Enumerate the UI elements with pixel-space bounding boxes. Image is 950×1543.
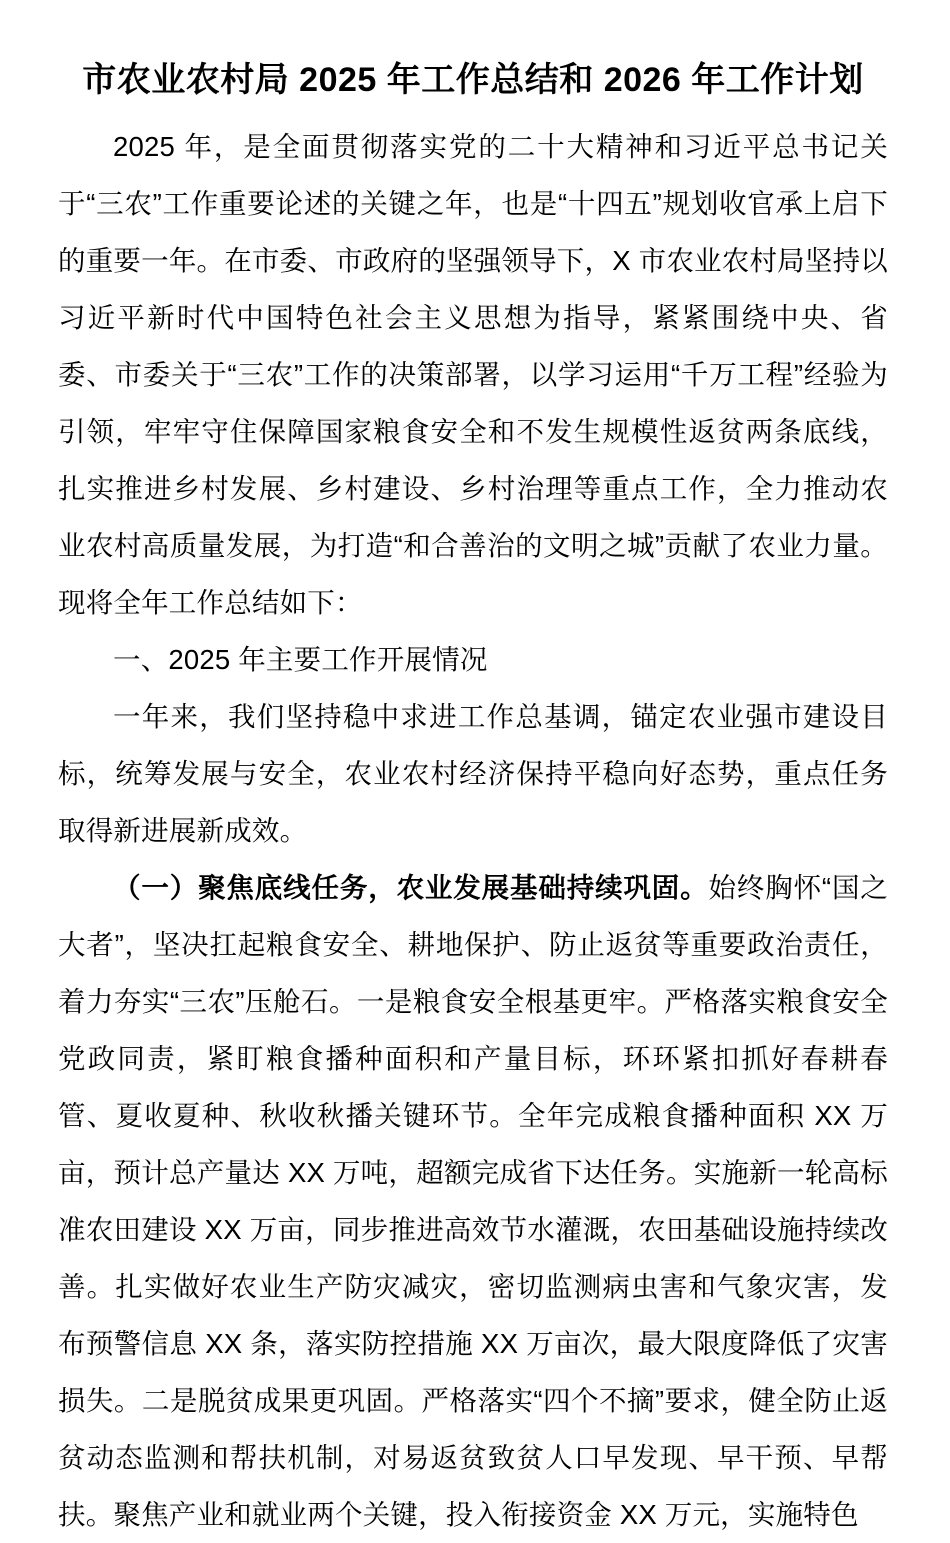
page-title: 市农业农村局 2025 年工作总结和 2026 年工作计划 <box>82 61 864 99</box>
subsection-one-body: 始终胸怀“国之大者”，坚决扛起粮食安全、耕地保护、防止返贫等重要政治责任，着力夯实“三农”压舱石。一是粮食安全根基更牢。严格落实粮食安全党政同责，紧盯粮食播种面积和产量目标，环环紧扣抓好春耕春管、夏收夏种、秋收秋播关键环节。全年完成粮食播种面积 XX 万亩，预计总产量达 XX 万吨，超额完成省下达任务。实施新一轮高标准农田建设 XX 万亩，同步推进高效节水灌溉，农田基础设施持续改善。扎实做好农业生产防灾减灾，密切监测病虫害和气象灾害，发布预警信息 XX 条，落实防控措施 XX 万亩次，最大限度降低了灾害损失。二是脱贫成果更巩固。严格落实“四个不摘”要求，健全防止返贫动态监测和帮扶机制，对易返贫致贫人口早发现、早干预、早帮扶。聚焦产业和就业两个关键，投入衔接资金 XX 万元，实施特色 <box>58 872 888 1530</box>
paragraph-intro: 2025 年，是全面贯彻落实党的二十大精神和习近平总书记关于“三农”工作重要论述的关键之年，也是“十四五”规划收官承上启下的重要一年。在市委、市政府的坚强领导下，X 市农业农村局坚持以习近平新时代中国特色社会主义思想为指导，紧紧围绕中央、省委、市委关于“三农”工作的决策部署，以学习运用“千万工程”经验为引领，牢牢守住保障国家粮食安全和不发生规模性返贫两条底线，扎实推进乡村发展、乡村建设、乡村治理等重点工作，全力推动农业农村高质量发展，为打造“和合善治的文明之城”贡献了农业力量。现将全年工作总结如下： <box>58 131 888 618</box>
section-heading-one: 一、2025 年主要工作开展情况 <box>113 644 488 675</box>
subsection-one-lead: （一）聚焦底线任务，农业发展基础持续巩固。 <box>113 872 709 903</box>
document-content <box>58 0 888 1543</box>
paragraph-subsection-one <box>58 859 888 1543</box>
paragraph-overview: 一年来，我们坚持稳中求进工作总基调，锚定农业强市建设目标，统筹发展与安全，农业农村经济保持平稳向好态势，重点任务取得新进展新成效。 <box>58 701 888 846</box>
